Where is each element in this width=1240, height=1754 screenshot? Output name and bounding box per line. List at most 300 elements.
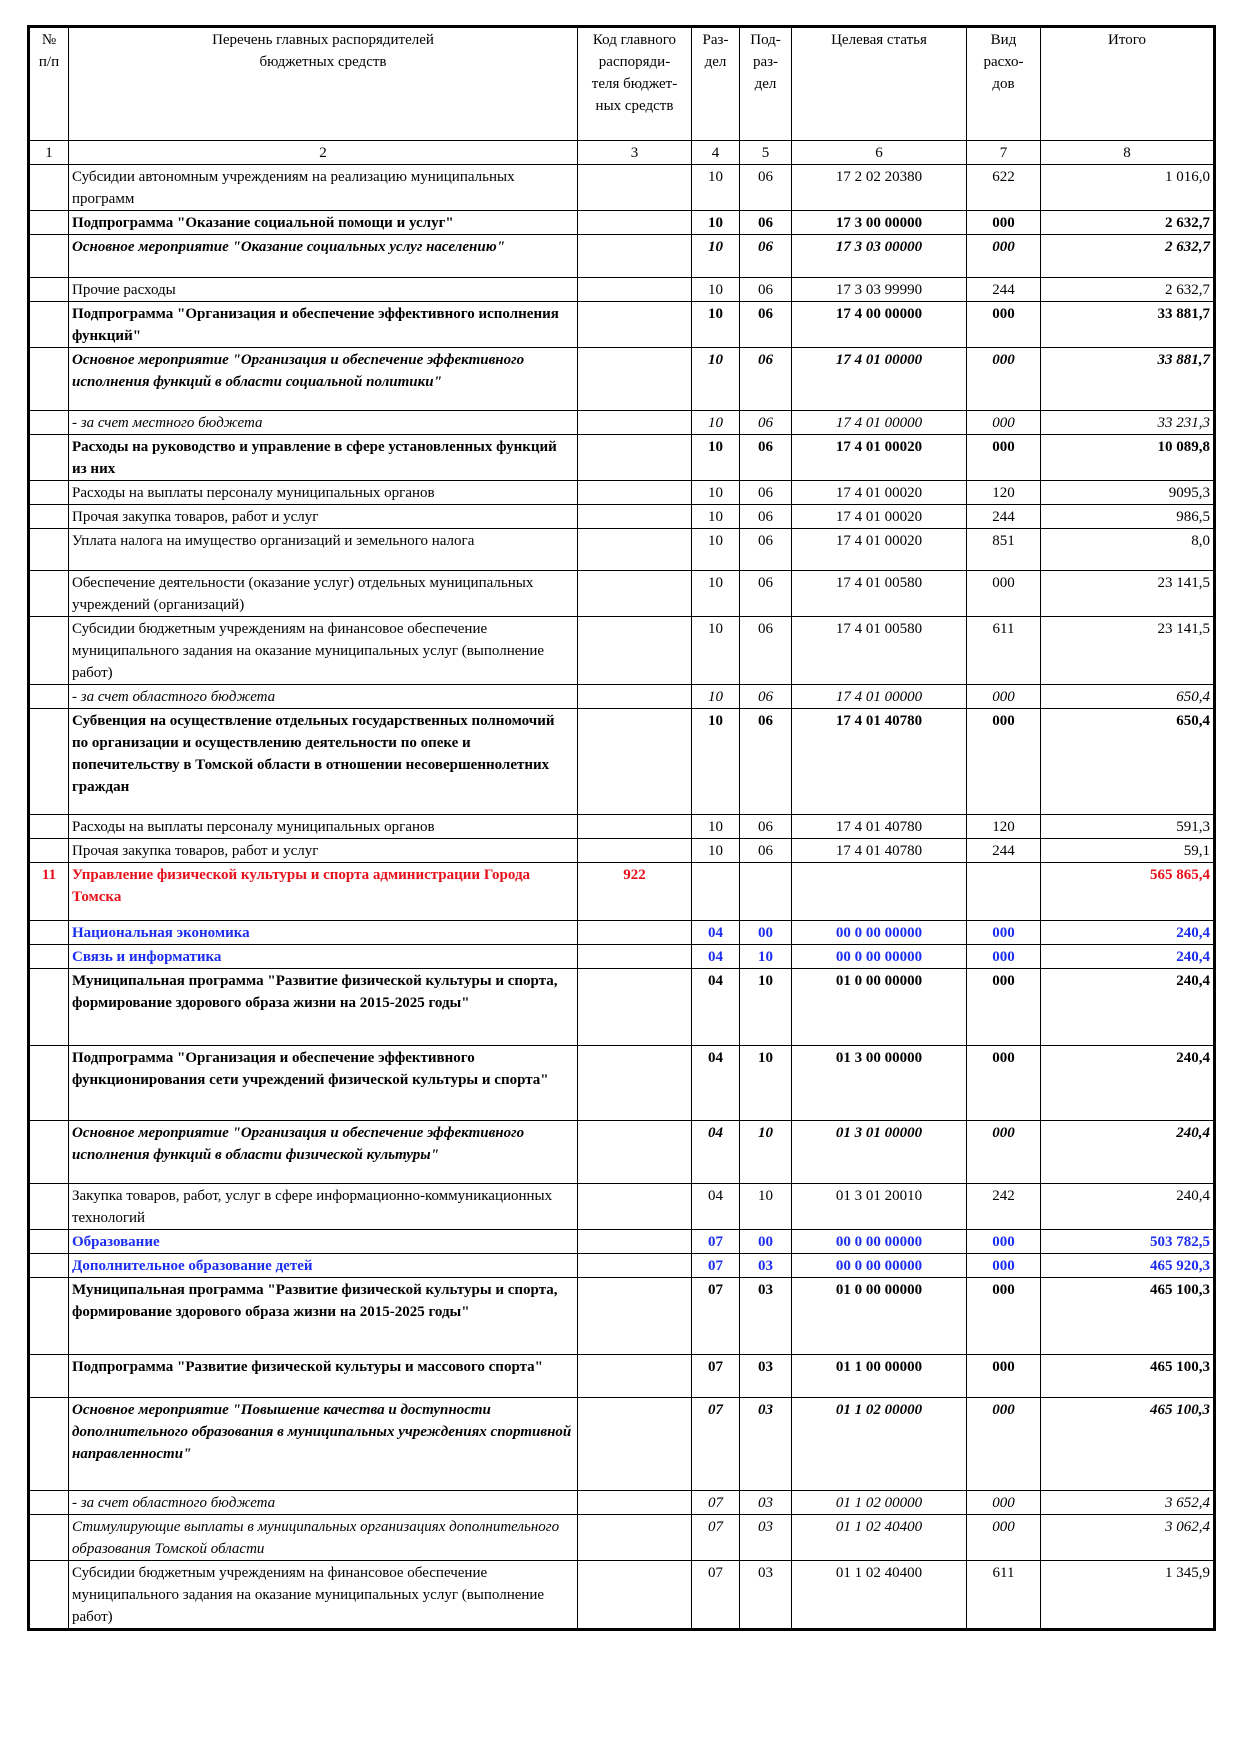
row-section: 10 bbox=[692, 235, 740, 278]
row-section: 07 bbox=[692, 1491, 740, 1515]
row-name: - за счет областного бюджета bbox=[69, 1491, 578, 1515]
row-number bbox=[29, 235, 69, 278]
row-target: 17 3 03 00000 bbox=[792, 235, 967, 278]
row-subsection: 00 bbox=[740, 921, 792, 945]
row-target: 17 4 01 40780 bbox=[792, 839, 967, 863]
row-number bbox=[29, 709, 69, 815]
table-row bbox=[29, 1355, 1215, 1398]
row-subsection: 03 bbox=[740, 1561, 792, 1630]
header-total: Итого bbox=[1041, 27, 1215, 141]
row-target: 17 4 00 00000 bbox=[792, 302, 967, 348]
row-section: 07 bbox=[692, 1398, 740, 1491]
table-row bbox=[29, 348, 1215, 411]
row-name: Уплата налога на имущество организаций и земельного налога bbox=[69, 529, 578, 571]
row-total: 2 632,7 bbox=[1041, 278, 1215, 302]
header-section: Раз- дел bbox=[692, 27, 740, 141]
row-number bbox=[29, 617, 69, 685]
row-name: Стимулирующие выплаты в муниципальных организациях дополнительного образования Томской области bbox=[69, 1515, 578, 1561]
table-row bbox=[29, 839, 1215, 863]
row-number bbox=[29, 505, 69, 529]
header-type: Вид расхо- дов bbox=[967, 27, 1041, 141]
row-code bbox=[578, 435, 692, 481]
row-total: 2 632,7 bbox=[1041, 211, 1215, 235]
row-section: 10 bbox=[692, 411, 740, 435]
row-number bbox=[29, 1398, 69, 1491]
row-number bbox=[29, 815, 69, 839]
row-code bbox=[578, 481, 692, 505]
row-section: 07 bbox=[692, 1254, 740, 1278]
row-code bbox=[578, 839, 692, 863]
row-type: 000 bbox=[967, 1278, 1041, 1355]
row-code bbox=[578, 1046, 692, 1121]
row-type: 000 bbox=[967, 1230, 1041, 1254]
row-type: 000 bbox=[967, 411, 1041, 435]
row-name: Прочая закупка товаров, работ и услуг bbox=[69, 505, 578, 529]
row-section: 07 bbox=[692, 1278, 740, 1355]
row-total: 33 881,7 bbox=[1041, 302, 1215, 348]
row-code bbox=[578, 411, 692, 435]
row-type: 244 bbox=[967, 505, 1041, 529]
table-row bbox=[29, 1254, 1215, 1278]
row-subsection: 10 bbox=[740, 1184, 792, 1230]
row-code bbox=[578, 505, 692, 529]
row-code: 922 bbox=[578, 863, 692, 921]
row-subsection: 00 bbox=[740, 1230, 792, 1254]
row-subsection: 06 bbox=[740, 685, 792, 709]
row-subsection: 06 bbox=[740, 839, 792, 863]
row-target: 17 4 01 00000 bbox=[792, 348, 967, 411]
table-row bbox=[29, 1121, 1215, 1184]
row-target: 17 3 00 00000 bbox=[792, 211, 967, 235]
row-total: 465 100,3 bbox=[1041, 1355, 1215, 1398]
table-row bbox=[29, 529, 1215, 571]
table-row bbox=[29, 1561, 1215, 1630]
row-subsection: 03 bbox=[740, 1398, 792, 1491]
row-subsection: 06 bbox=[740, 411, 792, 435]
column-numbers-row bbox=[29, 141, 1215, 165]
row-name: Связь и информатика bbox=[69, 945, 578, 969]
row-target: 01 1 02 40400 bbox=[792, 1561, 967, 1630]
table-row bbox=[29, 411, 1215, 435]
row-total: 240,4 bbox=[1041, 969, 1215, 1046]
row-section: 10 bbox=[692, 839, 740, 863]
row-total: 10 089,8 bbox=[1041, 435, 1215, 481]
table-row bbox=[29, 921, 1215, 945]
row-section: 10 bbox=[692, 211, 740, 235]
row-subsection: 06 bbox=[740, 278, 792, 302]
row-number bbox=[29, 481, 69, 505]
row-target: 01 3 01 20010 bbox=[792, 1184, 967, 1230]
row-target: 17 4 01 00000 bbox=[792, 411, 967, 435]
row-type: 120 bbox=[967, 481, 1041, 505]
table-row bbox=[29, 1398, 1215, 1491]
row-number bbox=[29, 1230, 69, 1254]
row-type: 000 bbox=[967, 302, 1041, 348]
row-total: 2 632,7 bbox=[1041, 235, 1215, 278]
row-code bbox=[578, 1278, 692, 1355]
table-row bbox=[29, 435, 1215, 481]
column-number: 6 bbox=[792, 141, 967, 165]
table-row bbox=[29, 1278, 1215, 1355]
row-number bbox=[29, 1121, 69, 1184]
row-number bbox=[29, 945, 69, 969]
row-code bbox=[578, 165, 692, 211]
row-total: 465 100,3 bbox=[1041, 1398, 1215, 1491]
row-number bbox=[29, 1254, 69, 1278]
table-row bbox=[29, 709, 1215, 815]
row-code bbox=[578, 1184, 692, 1230]
row-code bbox=[578, 278, 692, 302]
row-number bbox=[29, 1184, 69, 1230]
row-section: 07 bbox=[692, 1561, 740, 1630]
row-total: 565 865,4 bbox=[1041, 863, 1215, 921]
row-name: Подпрограмма "Организация и обеспечение эффективного исполнения функций" bbox=[69, 302, 578, 348]
row-total: 465 920,3 bbox=[1041, 1254, 1215, 1278]
row-subsection: 06 bbox=[740, 571, 792, 617]
row-code bbox=[578, 1355, 692, 1398]
row-subsection: 06 bbox=[740, 435, 792, 481]
table-row bbox=[29, 969, 1215, 1046]
row-subsection: 06 bbox=[740, 709, 792, 815]
row-code bbox=[578, 1491, 692, 1515]
row-subsection: 06 bbox=[740, 235, 792, 278]
row-name: Управление физической культуры и спорта администрации Города Томска bbox=[69, 863, 578, 921]
row-section: 10 bbox=[692, 435, 740, 481]
row-number bbox=[29, 1355, 69, 1398]
row-subsection: 06 bbox=[740, 529, 792, 571]
row-section: 10 bbox=[692, 302, 740, 348]
row-total: 465 100,3 bbox=[1041, 1278, 1215, 1355]
row-number bbox=[29, 685, 69, 709]
row-section: 10 bbox=[692, 617, 740, 685]
table-row bbox=[29, 235, 1215, 278]
row-name: Расходы на выплаты персоналу муниципальных органов bbox=[69, 481, 578, 505]
row-type: 000 bbox=[967, 1398, 1041, 1491]
header-number: № п/п bbox=[29, 27, 69, 141]
row-target: 17 4 01 00020 bbox=[792, 435, 967, 481]
table-row bbox=[29, 505, 1215, 529]
row-name: Основное мероприятие "Повышение качества и доступности дополнительного образования в муниципальных учреждениях спортивной направленности" bbox=[69, 1398, 578, 1491]
row-type: 120 bbox=[967, 815, 1041, 839]
row-target: 17 4 01 00020 bbox=[792, 505, 967, 529]
table-row bbox=[29, 481, 1215, 505]
row-subsection: 03 bbox=[740, 1278, 792, 1355]
row-section: 04 bbox=[692, 921, 740, 945]
row-code bbox=[578, 235, 692, 278]
row-subsection: 10 bbox=[740, 969, 792, 1046]
row-subsection: 06 bbox=[740, 505, 792, 529]
row-total: 240,4 bbox=[1041, 921, 1215, 945]
row-target: 01 3 00 00000 bbox=[792, 1046, 967, 1121]
row-code bbox=[578, 529, 692, 571]
row-target: 17 4 01 00020 bbox=[792, 481, 967, 505]
row-name: - за счет областного бюджета bbox=[69, 685, 578, 709]
row-total: 3 652,4 bbox=[1041, 1491, 1215, 1515]
row-total: 59,1 bbox=[1041, 839, 1215, 863]
row-number bbox=[29, 571, 69, 617]
row-number bbox=[29, 435, 69, 481]
row-subsection: 10 bbox=[740, 945, 792, 969]
row-number bbox=[29, 839, 69, 863]
row-number bbox=[29, 921, 69, 945]
row-name: Субсидии бюджетным учреждениям на финансовое обеспечение муниципального задания на оказание муниципальных услуг (выполнение работ) bbox=[69, 1561, 578, 1630]
row-code bbox=[578, 921, 692, 945]
row-name: Основное мероприятие "Организация и обеспечение эффективного исполнения функций в области социальной политики" bbox=[69, 348, 578, 411]
row-section: 10 bbox=[692, 348, 740, 411]
column-number: 3 bbox=[578, 141, 692, 165]
row-total: 650,4 bbox=[1041, 685, 1215, 709]
row-number bbox=[29, 1515, 69, 1561]
row-code bbox=[578, 1561, 692, 1630]
table-row bbox=[29, 278, 1215, 302]
row-code bbox=[578, 1254, 692, 1278]
row-type: 000 bbox=[967, 709, 1041, 815]
row-section: 04 bbox=[692, 1121, 740, 1184]
row-type: 611 bbox=[967, 1561, 1041, 1630]
row-type: 000 bbox=[967, 435, 1041, 481]
row-type: 000 bbox=[967, 348, 1041, 411]
column-number: 5 bbox=[740, 141, 792, 165]
header-subsection: Под- раз- дел bbox=[740, 27, 792, 141]
row-number bbox=[29, 278, 69, 302]
row-section: 07 bbox=[692, 1230, 740, 1254]
row-target: 01 0 00 00000 bbox=[792, 1278, 967, 1355]
row-code bbox=[578, 571, 692, 617]
table-row bbox=[29, 945, 1215, 969]
row-type: 851 bbox=[967, 529, 1041, 571]
row-number bbox=[29, 165, 69, 211]
row-section: 10 bbox=[692, 685, 740, 709]
column-number: 8 bbox=[1041, 141, 1215, 165]
row-name: Подпрограмма "Организация и обеспечение эффективного функционирования сети учреждений физической культуры и спорта" bbox=[69, 1046, 578, 1121]
row-name: Образование bbox=[69, 1230, 578, 1254]
row-subsection: 06 bbox=[740, 211, 792, 235]
row-total: 23 141,5 bbox=[1041, 571, 1215, 617]
row-name: Подпрограмма "Развитие физической культуры и массового спорта" bbox=[69, 1355, 578, 1398]
row-subsection: 03 bbox=[740, 1515, 792, 1561]
row-subsection: 10 bbox=[740, 1121, 792, 1184]
row-type: 000 bbox=[967, 1046, 1041, 1121]
row-number bbox=[29, 1278, 69, 1355]
row-name: Дополнительное образование детей bbox=[69, 1254, 578, 1278]
table-row bbox=[29, 863, 1215, 921]
row-total: 33 881,7 bbox=[1041, 348, 1215, 411]
row-type: 244 bbox=[967, 839, 1041, 863]
row-type: 000 bbox=[967, 969, 1041, 1046]
row-target: 17 4 01 00020 bbox=[792, 529, 967, 571]
row-target: 17 4 01 00580 bbox=[792, 571, 967, 617]
row-code bbox=[578, 969, 692, 1046]
row-target: 17 3 03 99990 bbox=[792, 278, 967, 302]
row-number bbox=[29, 211, 69, 235]
row-total: 503 782,5 bbox=[1041, 1230, 1215, 1254]
row-type: 000 bbox=[967, 571, 1041, 617]
row-type: 000 bbox=[967, 1121, 1041, 1184]
row-name: Субсидии автономным учреждениям на реализацию муниципальных программ bbox=[69, 165, 578, 211]
row-name: Закупка товаров, работ, услуг в сфере информационно-коммуникационных технологий bbox=[69, 1184, 578, 1230]
row-subsection: 03 bbox=[740, 1491, 792, 1515]
row-target: 01 1 02 40400 bbox=[792, 1515, 967, 1561]
row-target: 00 0 00 00000 bbox=[792, 921, 967, 945]
row-subsection: 03 bbox=[740, 1254, 792, 1278]
table-row bbox=[29, 617, 1215, 685]
row-type: 000 bbox=[967, 1254, 1041, 1278]
row-target: 01 3 01 00000 bbox=[792, 1121, 967, 1184]
row-section: 07 bbox=[692, 1515, 740, 1561]
row-subsection: 06 bbox=[740, 302, 792, 348]
row-name: Расходы на руководство и управление в сфере установленных функций из них bbox=[69, 435, 578, 481]
row-number: 11 bbox=[29, 863, 69, 921]
row-type: 242 bbox=[967, 1184, 1041, 1230]
row-target: 17 4 01 00580 bbox=[792, 617, 967, 685]
row-section: 10 bbox=[692, 505, 740, 529]
row-target: 01 1 02 00000 bbox=[792, 1491, 967, 1515]
table-header-row bbox=[29, 27, 1215, 141]
row-section: 04 bbox=[692, 945, 740, 969]
table-row bbox=[29, 1491, 1215, 1515]
table-row bbox=[29, 1515, 1215, 1561]
row-section: 04 bbox=[692, 1184, 740, 1230]
row-name: Субвенция на осуществление отдельных государственных полномочий по организации и осуществлению деятельности по опеке и попечительству в Томской области в отношении несовершеннолетних граждан bbox=[69, 709, 578, 815]
row-section bbox=[692, 863, 740, 921]
row-total: 650,4 bbox=[1041, 709, 1215, 815]
row-name: Обеспечение деятельности (оказание услуг) отдельных муниципальных учреждений (организаций) bbox=[69, 571, 578, 617]
table-row bbox=[29, 1046, 1215, 1121]
row-name: Подпрограмма "Оказание социальной помощи и услуг" bbox=[69, 211, 578, 235]
column-number: 1 bbox=[29, 141, 69, 165]
row-total: 1 016,0 bbox=[1041, 165, 1215, 211]
row-name: Прочая закупка товаров, работ и услуг bbox=[69, 839, 578, 863]
row-code bbox=[578, 1121, 692, 1184]
row-total: 986,5 bbox=[1041, 505, 1215, 529]
row-name: Муниципальная программа "Развитие физической культуры и спорта, формирование здорового образа жизни на 2015-2025 годы" bbox=[69, 969, 578, 1046]
budget-table bbox=[27, 25, 1216, 1631]
row-total: 9095,3 bbox=[1041, 481, 1215, 505]
row-total: 240,4 bbox=[1041, 1184, 1215, 1230]
row-total: 23 141,5 bbox=[1041, 617, 1215, 685]
row-name: Субсидии бюджетным учреждениям на финансовое обеспечение муниципального задания на оказание муниципальных услуг (выполнение работ) bbox=[69, 617, 578, 685]
row-section: 10 bbox=[692, 165, 740, 211]
row-type: 000 bbox=[967, 685, 1041, 709]
header-code: Код главного распоряди- теля бюджет- ных средств bbox=[578, 27, 692, 141]
row-total: 1 345,9 bbox=[1041, 1561, 1215, 1630]
row-number bbox=[29, 1491, 69, 1515]
table-row bbox=[29, 1184, 1215, 1230]
row-number bbox=[29, 1561, 69, 1630]
row-subsection: 06 bbox=[740, 815, 792, 839]
row-target: 17 4 01 40780 bbox=[792, 709, 967, 815]
row-subsection: 06 bbox=[740, 481, 792, 505]
row-target bbox=[792, 863, 967, 921]
row-total: 8,0 bbox=[1041, 529, 1215, 571]
row-target: 17 2 02 20380 bbox=[792, 165, 967, 211]
row-name: - за счет местного бюджета bbox=[69, 411, 578, 435]
row-code bbox=[578, 815, 692, 839]
row-type: 000 bbox=[967, 211, 1041, 235]
row-name: Основное мероприятие "Организация и обеспечение эффективного исполнения функций в области физической культуры" bbox=[69, 1121, 578, 1184]
row-target: 17 4 01 00000 bbox=[792, 685, 967, 709]
row-total: 240,4 bbox=[1041, 1121, 1215, 1184]
row-subsection: 03 bbox=[740, 1355, 792, 1398]
row-target: 01 0 00 00000 bbox=[792, 969, 967, 1046]
row-total: 240,4 bbox=[1041, 1046, 1215, 1121]
row-code bbox=[578, 1515, 692, 1561]
row-type: 000 bbox=[967, 1355, 1041, 1398]
row-subsection: 06 bbox=[740, 165, 792, 211]
column-number: 4 bbox=[692, 141, 740, 165]
row-target: 17 4 01 40780 bbox=[792, 815, 967, 839]
row-code bbox=[578, 709, 692, 815]
row-section: 10 bbox=[692, 709, 740, 815]
row-target: 00 0 00 00000 bbox=[792, 1254, 967, 1278]
column-number: 7 bbox=[967, 141, 1041, 165]
row-type: 000 bbox=[967, 921, 1041, 945]
row-type: 000 bbox=[967, 1515, 1041, 1561]
row-number bbox=[29, 529, 69, 571]
row-code bbox=[578, 211, 692, 235]
row-section: 10 bbox=[692, 571, 740, 617]
row-code bbox=[578, 1398, 692, 1491]
row-type: 622 bbox=[967, 165, 1041, 211]
row-name: Национальная экономика bbox=[69, 921, 578, 945]
row-target: 00 0 00 00000 bbox=[792, 945, 967, 969]
row-name: Муниципальная программа "Развитие физической культуры и спорта, формирование здорового образа жизни на 2015-2025 годы" bbox=[69, 1278, 578, 1355]
row-section: 04 bbox=[692, 969, 740, 1046]
row-subsection: 06 bbox=[740, 617, 792, 685]
row-target: 01 1 02 00000 bbox=[792, 1398, 967, 1491]
row-number bbox=[29, 411, 69, 435]
row-target: 00 0 00 00000 bbox=[792, 1230, 967, 1254]
row-section: 10 bbox=[692, 481, 740, 505]
table-row bbox=[29, 571, 1215, 617]
row-code bbox=[578, 348, 692, 411]
row-type: 000 bbox=[967, 945, 1041, 969]
row-type: 611 bbox=[967, 617, 1041, 685]
row-type: 000 bbox=[967, 1491, 1041, 1515]
table-row bbox=[29, 211, 1215, 235]
row-total: 3 062,4 bbox=[1041, 1515, 1215, 1561]
row-number bbox=[29, 1046, 69, 1121]
row-subsection bbox=[740, 863, 792, 921]
row-subsection: 06 bbox=[740, 348, 792, 411]
row-name: Основное мероприятие "Оказание социальных услуг населению" bbox=[69, 235, 578, 278]
row-total: 240,4 bbox=[1041, 945, 1215, 969]
row-section: 10 bbox=[692, 278, 740, 302]
row-name: Расходы на выплаты персоналу муниципальных органов bbox=[69, 815, 578, 839]
row-section: 07 bbox=[692, 1355, 740, 1398]
row-section: 04 bbox=[692, 1046, 740, 1121]
row-code bbox=[578, 617, 692, 685]
row-code bbox=[578, 945, 692, 969]
row-type: 000 bbox=[967, 235, 1041, 278]
table-row bbox=[29, 685, 1215, 709]
row-section: 10 bbox=[692, 529, 740, 571]
header-name: Перечень главных распорядителей бюджетных средств bbox=[69, 27, 578, 141]
table-row bbox=[29, 302, 1215, 348]
row-code bbox=[578, 685, 692, 709]
row-number bbox=[29, 969, 69, 1046]
row-type bbox=[967, 863, 1041, 921]
table-row bbox=[29, 165, 1215, 211]
row-number bbox=[29, 302, 69, 348]
row-section: 10 bbox=[692, 815, 740, 839]
row-number bbox=[29, 348, 69, 411]
row-total: 591,3 bbox=[1041, 815, 1215, 839]
row-subsection: 10 bbox=[740, 1046, 792, 1121]
header-target: Целевая статья bbox=[792, 27, 967, 141]
table-row bbox=[29, 1230, 1215, 1254]
row-code bbox=[578, 1230, 692, 1254]
